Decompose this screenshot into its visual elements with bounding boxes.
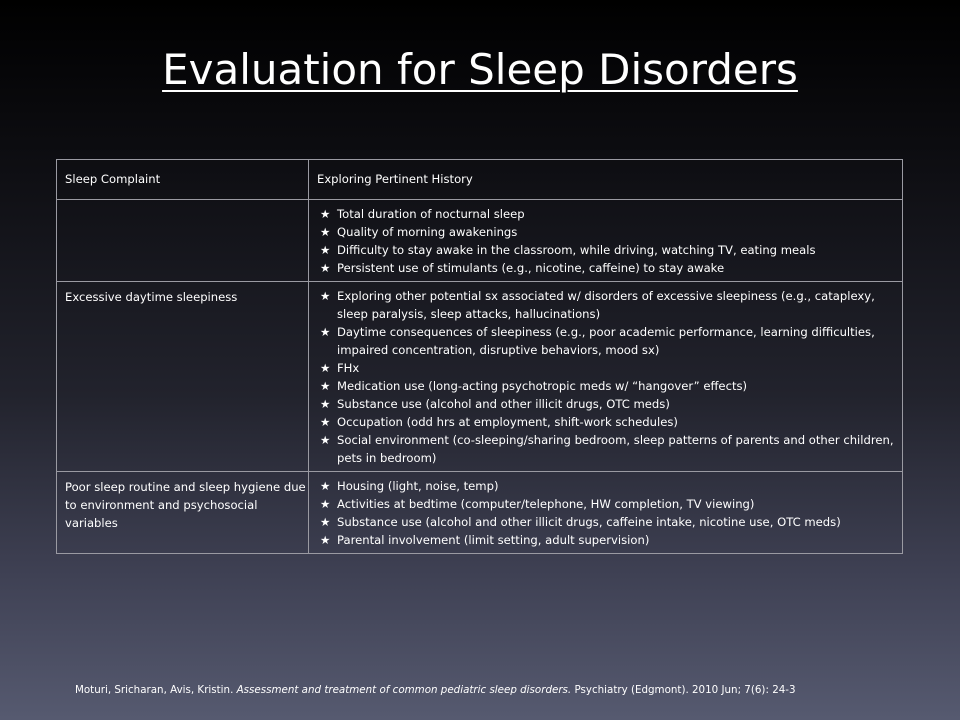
list-item-text: Housing (light, noise, temp)	[337, 479, 499, 493]
list-item	[317, 377, 896, 395]
slide-title: Evaluation for Sleep Disorders	[162, 45, 798, 94]
list-item	[317, 205, 896, 223]
list-item-text: Persistent use of stimulants (e.g., nicotine, caffeine) to stay awake	[337, 261, 725, 275]
citation-article: Assessment and treatment of common pediatric sleep disorders.	[236, 684, 572, 696]
list-item-text: Exploring other potential sx associated w/ disorders of excessive sleepiness (e.g., cataplexy, sleep paralysis, sleep attacks, hallucinations)	[337, 289, 875, 321]
list-item-text: Social environment (co-sleeping/sharing bedroom, sleep patterns of parents and other children, pets in bedroom)	[337, 433, 894, 465]
complaint-cell: Excessive daytime sleepiness	[57, 282, 309, 472]
list-item	[317, 395, 896, 413]
complaint-cell: Poor sleep routine and sleep hygiene due to environment and psychosocial variables	[57, 472, 309, 554]
star-bullet-icon: ★	[320, 243, 331, 257]
table-row	[57, 472, 903, 554]
list-item-text: Occupation (odd hrs at employment, shift-work schedules)	[337, 415, 678, 429]
header-sleep-complaint: Sleep Complaint	[57, 160, 309, 200]
star-bullet-icon: ★	[320, 261, 331, 275]
history-list	[317, 205, 896, 277]
list-item-text: Medication use (long-acting psychotropic meds w/ “hangover” effects)	[337, 379, 748, 393]
star-bullet-icon: ★	[320, 397, 331, 411]
star-bullet-icon: ★	[320, 497, 331, 511]
history-cell	[309, 472, 903, 554]
list-item	[317, 359, 896, 377]
star-bullet-icon: ★	[320, 225, 331, 239]
star-bullet-icon: ★	[320, 533, 331, 547]
list-item-text: Difficulty to stay awake in the classroom, while driving, watching TV, eating meals	[337, 243, 816, 257]
complaint-cell	[57, 200, 309, 282]
star-bullet-icon: ★	[320, 479, 331, 493]
history-list	[317, 477, 896, 549]
history-table-container	[56, 159, 902, 554]
star-bullet-icon: ★	[320, 361, 331, 375]
citation	[75, 683, 796, 697]
star-bullet-icon: ★	[320, 433, 331, 447]
history-cell	[309, 282, 903, 472]
citation-authors: Moturi, Sricharan, Avis, Kristin.	[75, 684, 234, 696]
history-table	[56, 159, 903, 554]
list-item-text: Substance use (alcohol and other illicit drugs, OTC meds)	[337, 397, 670, 411]
list-item	[317, 287, 896, 323]
list-item-text: Quality of morning awakenings	[337, 225, 518, 239]
star-bullet-icon: ★	[320, 289, 331, 303]
list-item	[317, 259, 896, 277]
list-item-text: Total duration of nocturnal sleep	[337, 207, 525, 221]
citation-source: Psychiatry (Edgmont). 2010 Jun; 7(6): 24-3	[574, 684, 796, 696]
history-list	[317, 287, 896, 467]
list-item	[317, 495, 896, 513]
star-bullet-icon: ★	[320, 379, 331, 393]
list-item	[317, 477, 896, 495]
star-bullet-icon: ★	[320, 325, 331, 339]
list-item-text: Activities at bedtime (computer/telephone, HW completion, TV viewing)	[337, 497, 755, 511]
list-item-text: FHx	[337, 361, 360, 375]
list-item-text: Substance use (alcohol and other illicit drugs, caffeine intake, nicotine use, OTC meds)	[337, 515, 841, 529]
list-item	[317, 413, 896, 431]
history-cell	[309, 200, 903, 282]
list-item	[317, 531, 896, 549]
table-row	[57, 282, 903, 472]
star-bullet-icon: ★	[320, 207, 331, 221]
list-item-text: Parental involvement (limit setting, adult supervision)	[337, 533, 650, 547]
list-item	[317, 513, 896, 531]
list-item-text: Daytime consequences of sleepiness (e.g., poor academic performance, learning difficulties, impaired concentration, disruptive behaviors, mood sx)	[337, 325, 875, 357]
header-pertinent-history: Exploring Pertinent History	[309, 160, 903, 200]
list-item	[317, 323, 896, 359]
table-row	[57, 200, 903, 282]
star-bullet-icon: ★	[320, 415, 331, 429]
list-item	[317, 431, 896, 467]
list-item	[317, 241, 896, 259]
list-item	[317, 223, 896, 241]
star-bullet-icon: ★	[320, 515, 331, 529]
table-header-row	[57, 160, 903, 200]
